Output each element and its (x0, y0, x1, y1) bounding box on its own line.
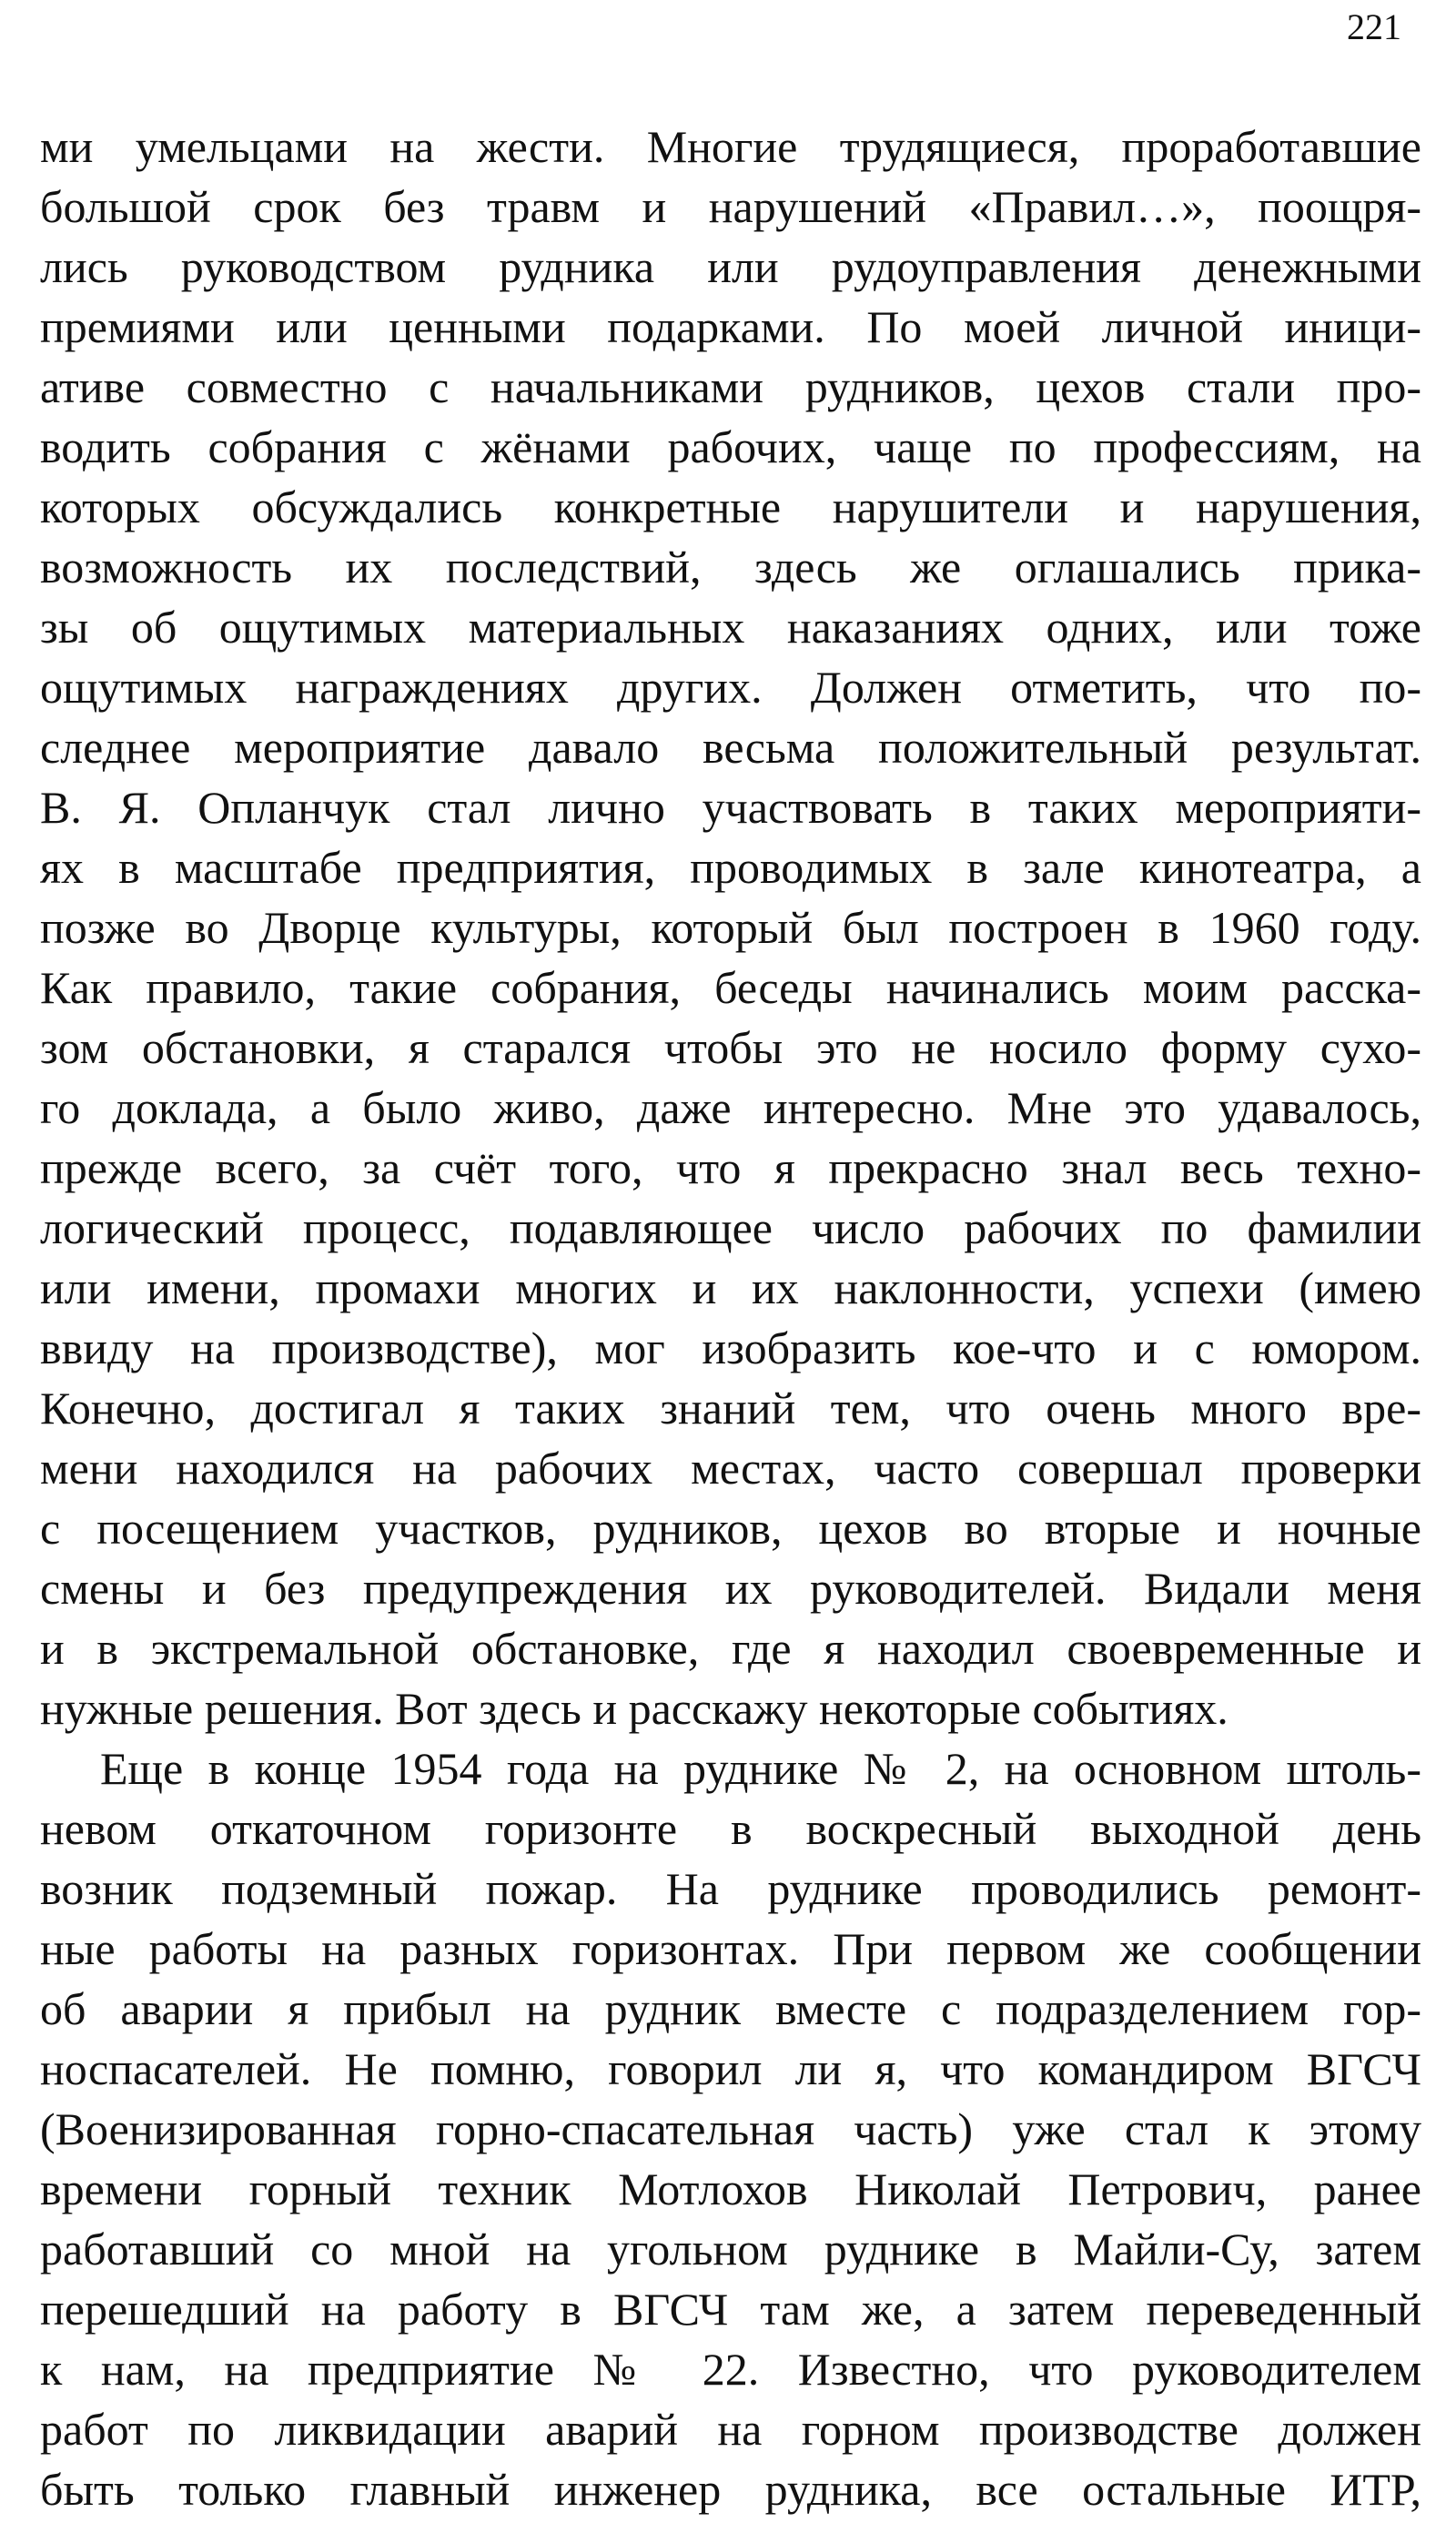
text-line: и в экстремальной обстановке, где я находил своевременные и (40, 1623, 1421, 1674)
text-line: возможность их последствий, здесь же оглашались прика- (40, 542, 1421, 593)
text-line: зом обстановки, я старался чтобы это не носило форму сухо- (40, 1022, 1421, 1073)
text-line: ощутимых награждениях других. Должен отметить, что по- (40, 662, 1421, 713)
text-line: го доклада, а было живо, даже интересно. Мне это удавалось, (40, 1082, 1421, 1133)
text-line: ные работы на разных горизонтах. При первом же сообщении (40, 1923, 1421, 1974)
text-line: позже во Дворце культуры, который был построен в 1960 году. (40, 902, 1421, 953)
text-line: ми умельцами на жести. Многие трудящиеся, проработавшие (40, 121, 1421, 172)
text-line: работавший со мной на угольном руднике в Майли-Су, затем (40, 2224, 1421, 2275)
paragraph-end-line: нужные решения. Вот здесь и расскажу некоторые событиях. (40, 1683, 1228, 1734)
text-line: логический процесс, подавляющее число рабочих по фамилии (40, 1202, 1421, 1253)
text-line: В. Я. Опланчук стал лично участвовать в таких мероприяти- (40, 782, 1421, 833)
text-line: перешедший на работу в ВГСЧ там же, а затем переведенный (40, 2284, 1421, 2335)
text-line: ввиду на производстве), мог изобразить кое-что и с юмором. (40, 1322, 1421, 1373)
paragraph-start-line: Еще в конце 1954 года на руднике № 2, на основном штоль- (100, 1743, 1421, 1794)
text-line: работ по ликвидации аварий на горном производстве должен (40, 2404, 1421, 2455)
text-line: прежде всего, за счёт того, что я прекрасно знал весь техно- (40, 1142, 1421, 1193)
text-line: об аварии я прибыл на рудник вместе с подразделением гор- (40, 1983, 1421, 2034)
text-line: быть только главный инженер рудника, все остальные ИТР, (40, 2464, 1421, 2515)
text-line: смены и без предупреждения их руководителей. Видали меня (40, 1563, 1421, 1614)
text-line: следнее мероприятие давало весьма положительный результат. (40, 722, 1421, 773)
text-line: носпасателей. Не помню, говорил ли я, что командиром ВГСЧ (40, 2043, 1421, 2094)
page-number: 221 (1347, 6, 1401, 47)
text-line: (Военизированная горно-спасательная часть) уже стал к этому (40, 2103, 1421, 2154)
text-line: к нам, на предприятие № 22. Известно, что руководителем (40, 2344, 1421, 2395)
text-line: ях в масштабе предприятия, проводимых в зале кинотеатра, а (40, 842, 1421, 893)
text-line: или имени, промахи многих и их наклонности, успехи (имею (40, 1262, 1421, 1313)
text-line: с посещением участков, рудников, цехов во вторые и ночные (40, 1503, 1421, 1554)
text-line: водить собрания с жёнами рабочих, чаще по профессиям, на (40, 421, 1421, 472)
text-line: лись руководством рудника или рудоуправления денежными (40, 241, 1421, 292)
text-line: которых обсуждались конкретные нарушители и нарушения, (40, 481, 1421, 532)
text-line: времени горный техник Мотлохов Николай Петрович, ранее (40, 2163, 1421, 2214)
text-line: ативе совместно с начальниками рудников, цехов стали про- (40, 361, 1421, 412)
text-line: премиями или ценными подарками. По моей личной иници- (40, 301, 1421, 352)
text-line: зы об ощутимых материальных наказаниях одних, или тоже (40, 602, 1421, 653)
body-text (40, 117, 1421, 2519)
text-line: мени находился на рабочих местах, часто совершал проверки (40, 1443, 1421, 1494)
text-line: Как правило, такие собрания, беседы начинались моим расска- (40, 962, 1421, 1013)
text-line: возник подземный пожар. На руднике проводились ремонт- (40, 1863, 1421, 1914)
text-line: большой срок без травм и нарушений «Правил…», поощря- (40, 181, 1421, 232)
text-line: Конечно, достигал я таких знаний тем, что очень много вре- (40, 1383, 1421, 1434)
text-line: невом откаточном горизонте в воскресный выходной день (40, 1803, 1421, 1854)
